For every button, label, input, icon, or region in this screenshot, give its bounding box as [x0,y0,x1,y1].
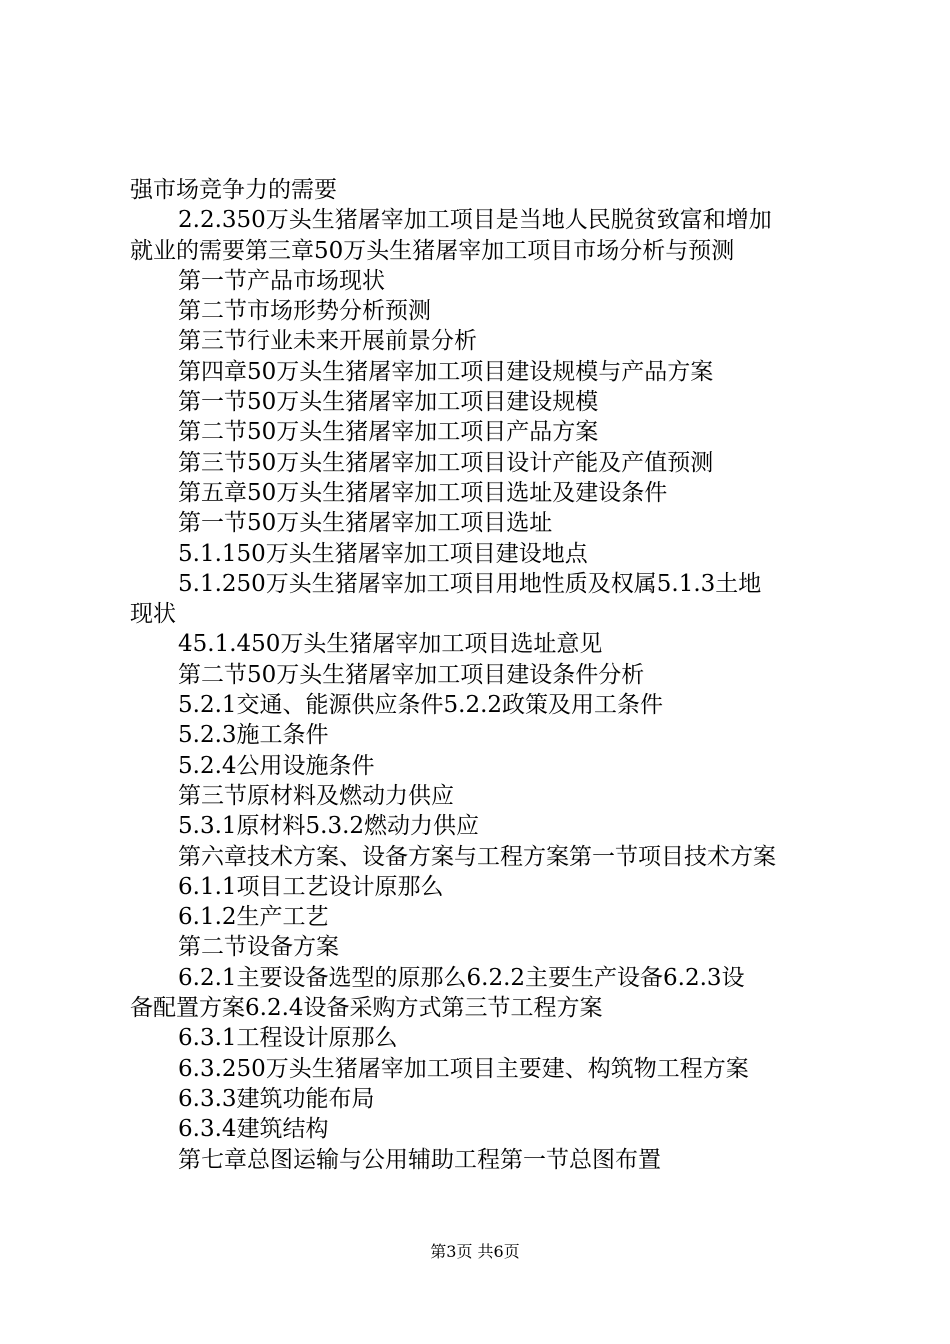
text-line: 2.2.350万头生猪屠宰加工项目是当地人民脱贫致富和增加 [178,207,772,234]
text-line: 第一节产品市场现状 [178,267,385,294]
document-body [130,175,835,1175]
text-line: 第一节50万头生猪屠宰加工项目选址 [178,510,553,537]
text-line: 就业的需要第三章50万头生猪屠宰加工项目市场分析与预测 [130,237,735,264]
text-line: 第二节50万头生猪屠宰加工项目建设条件分析 [178,661,645,688]
text-line: 第七章总图运输与公用辅助工程第一节总图布置 [178,1146,661,1173]
text-line: 备配置方案6.2.4设备采购方式第三节工程方案 [130,995,603,1022]
text-line: 第六章技术方案、设备方案与工程方案第一节项目技术方案 [178,843,776,870]
text-line: 第二节50万头生猪屠宰加工项目产品方案 [178,419,599,446]
text-line: 第二节设备方案 [178,934,339,961]
text-line: 6.1.2生产工艺 [178,904,329,931]
text-line: 6.3.1工程设计原那么 [178,1025,398,1052]
page-footer: 第3页 共6页 [430,1242,520,1261]
text-line: 5.1.250万头生猪屠宰加工项目用地性质及权属5.1.3土地 [178,570,762,597]
text-line: 5.1.150万头生猪屠宰加工项目建设地点 [178,540,588,567]
text-line: 第三节行业未来开展前景分析 [178,328,477,355]
text-line: 第三节原材料及燃动力供应 [178,782,454,809]
text-line: 5.2.3施工条件 [178,722,329,749]
text-line: 6.2.1主要设备选型的原那么6.2.2主要生产设备6.2.3设 [178,964,745,991]
text-line: 6.3.250万头生猪屠宰加工项目主要建、构筑物工程方案 [178,1055,749,1082]
text-line: 强市场竞争力的需要 [130,177,337,203]
text-line: 第二节市场形势分析预测 [178,298,431,325]
text-line: 6.3.4建筑结构 [178,1116,329,1143]
text-line: 5.2.4公用设施条件 [178,752,375,779]
text-line: 6.3.3建筑功能布局 [178,1085,375,1112]
text-line: 5.3.1原材料5.3.2燃动力供应 [178,813,480,840]
text-line: 5.2.1交通、能源供应条件5.2.2政策及用工条件 [178,692,664,719]
text-line: 第五章50万头生猪屠宰加工项目选址及建设条件 [178,479,668,506]
text-line: 6.1.1项目工艺设计原那么 [178,873,444,900]
text-line: 第三节50万头生猪屠宰加工项目设计产能及产值预测 [178,449,714,476]
text-line: 第一节50万头生猪屠宰加工项目建设规模 [178,389,599,416]
text-line: 现状 [130,601,176,628]
text-line: 第四章50万头生猪屠宰加工项目建设规模与产品方案 [178,358,714,385]
text-line: 45.1.450万头生猪屠宰加工项目选址意见 [178,631,603,658]
